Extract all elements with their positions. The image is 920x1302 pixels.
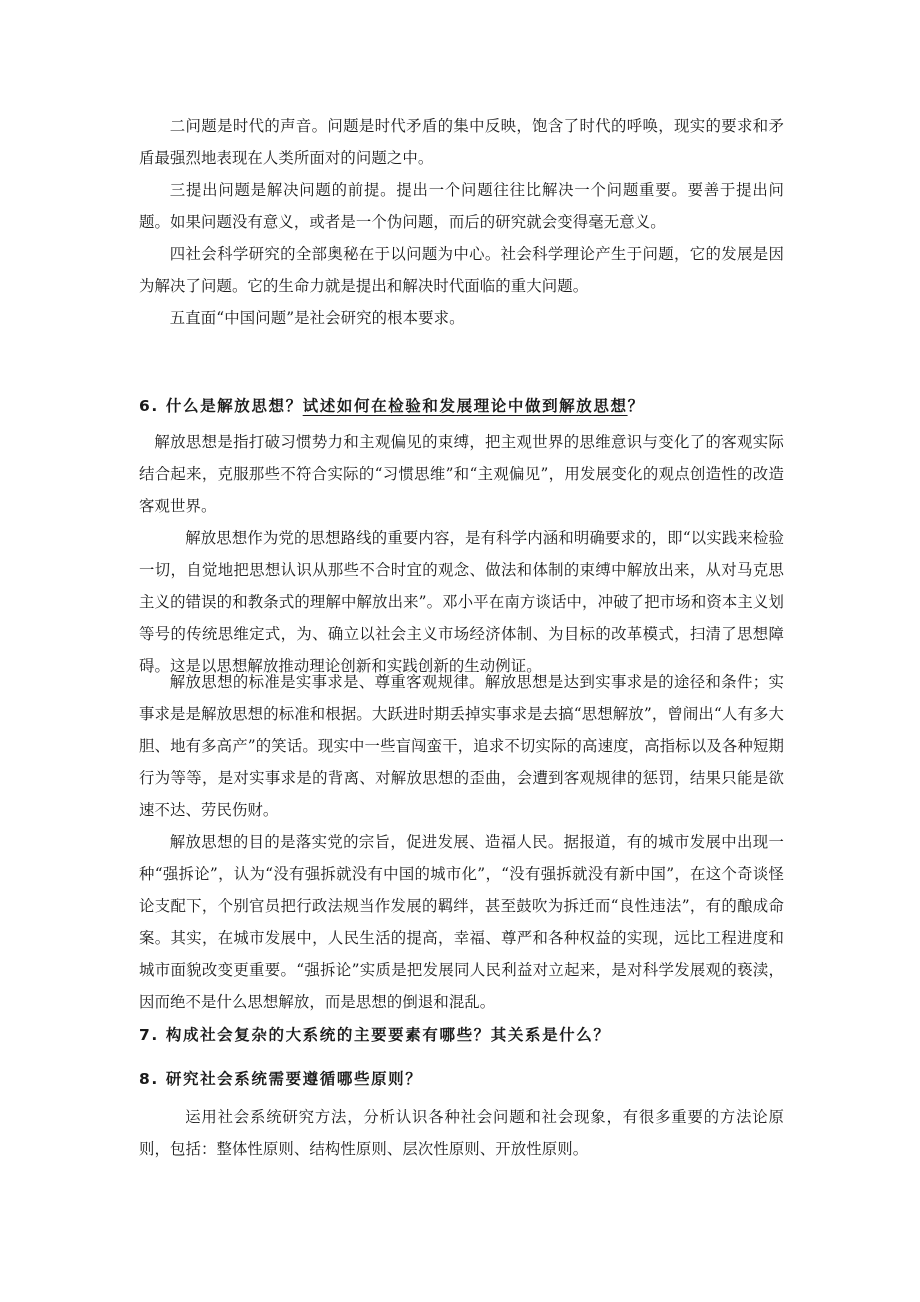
paragraph-party-line: 解放思想作为党的思想路线的重要内容，是有科学内涵和明确要求的，即“以实践来检验一切，自觉地把思想认识从那些不合时宜的观念、做法和体制的束缚中解放出来，从对马克思主义的错误的和教条式的理解中解放出来”。邓小平在南方谈话中，冲破了把市场和资本主义划等号的传统思维定式，为、确立以社会主义市场经济体制、为目标的改革模式，扫清了思想障碍。这是以思想解放推动理论创新和实践创新的生动例证。 bbox=[139, 529, 784, 675]
paragraph-china-problem: 五直面“中国问题”是社会研究的根本要求。 bbox=[169, 309, 465, 327]
question-6-heading bbox=[139, 390, 784, 422]
paragraph-social-science-secret: 四社会科学研究的全部奥秘在于以问题为中心。社会科学理论产生于问题，它的发展是因为解决了问题。它的生命力就是提出和解决时代面临的重大问题。 bbox=[139, 245, 784, 295]
question-6-heading-suffix: ？ bbox=[627, 397, 645, 415]
question-6-heading-underlined: 试述如何在检验和发展理论中做到解放思想 bbox=[302, 397, 628, 415]
paragraph-standard: 解放思想的标准是实事求是、尊重客观规律。解放思想是达到实事求是的途径和条件；实事求是是解放思想的标准和根据。大跃进时期丢掉实事求是去搞“思想解放”，曾闹出“人有多大胆、地有多高产”的笑话。现实中一些盲闯蛮干，追求不切实际的高速度，高指标以及各种短期行为等等，是对实事求是的背离、对解放思想的歪曲，会遭到客观规律的惩罚，结果只能是欲速不达、劳民伤财。 bbox=[139, 673, 784, 819]
question-8-heading: 8. 研究社会系统需要遵循哪些原则？ bbox=[139, 1070, 423, 1088]
question-7-heading: 7. 构成社会复杂的大系统的主要要素有哪些？其关系是什么？ bbox=[139, 1026, 611, 1044]
paragraph-problem-voice: 二问题是时代的声音。问题是时代矛盾的集中反映，饱含了时代的呼唤，现实的要求和矛盾最强烈地表现在人类所面对的问题之中。 bbox=[139, 117, 784, 167]
paragraph-definition: 解放思想是指打破习惯势力和主观偏见的束缚，把主观世界的思维意识与变化了的客观实际结合起来，克服那些不符合实际的“习惯思维”和“主观偏见”，用发展变化的观点创造性的改造客观世界。 bbox=[139, 433, 784, 515]
paragraph-purpose: 解放思想的目的是落实党的宗旨，促进发展、造福人民。据报道，有的城市发展中出现一种“强拆论”，认为“没有强拆就没有中国的城市化”，“没有强拆就没有新中国”，在这个奇谈怪论支配下，个别官员把行政法规当作发展的羁绊，甚至鼓吹为拆迁而“良性违法”，有的酿成命案。其实，在城市发展中，人民生活的提高，幸福、尊严和各种权益的实现，远比工程进度和城市面貌改变更重要。“强拆论”实质是把发展同人民利益对立起来，是对科学发展观的亵渎，因而绝不是什么思想解放，而是思想的倒退和混乱。 bbox=[139, 833, 784, 1011]
question-6-heading-prefix: 6. 什么是解放思想？ bbox=[139, 397, 303, 415]
paragraph-principles: 运用社会系统研究方法，分析认识各种社会问题和社会现象，有很多重要的方法论原则，包括：整体性原则、结构性原则、层次性原则、开放性原则。 bbox=[139, 1108, 784, 1158]
paragraph-raising-questions: 三提出问题是解决问题的前提。提出一个问题往往比解决一个问题重要。要善于提出问题。如果问题没有意义，或者是一个伪问题，而后的研究就会变得毫无意义。 bbox=[139, 181, 784, 231]
